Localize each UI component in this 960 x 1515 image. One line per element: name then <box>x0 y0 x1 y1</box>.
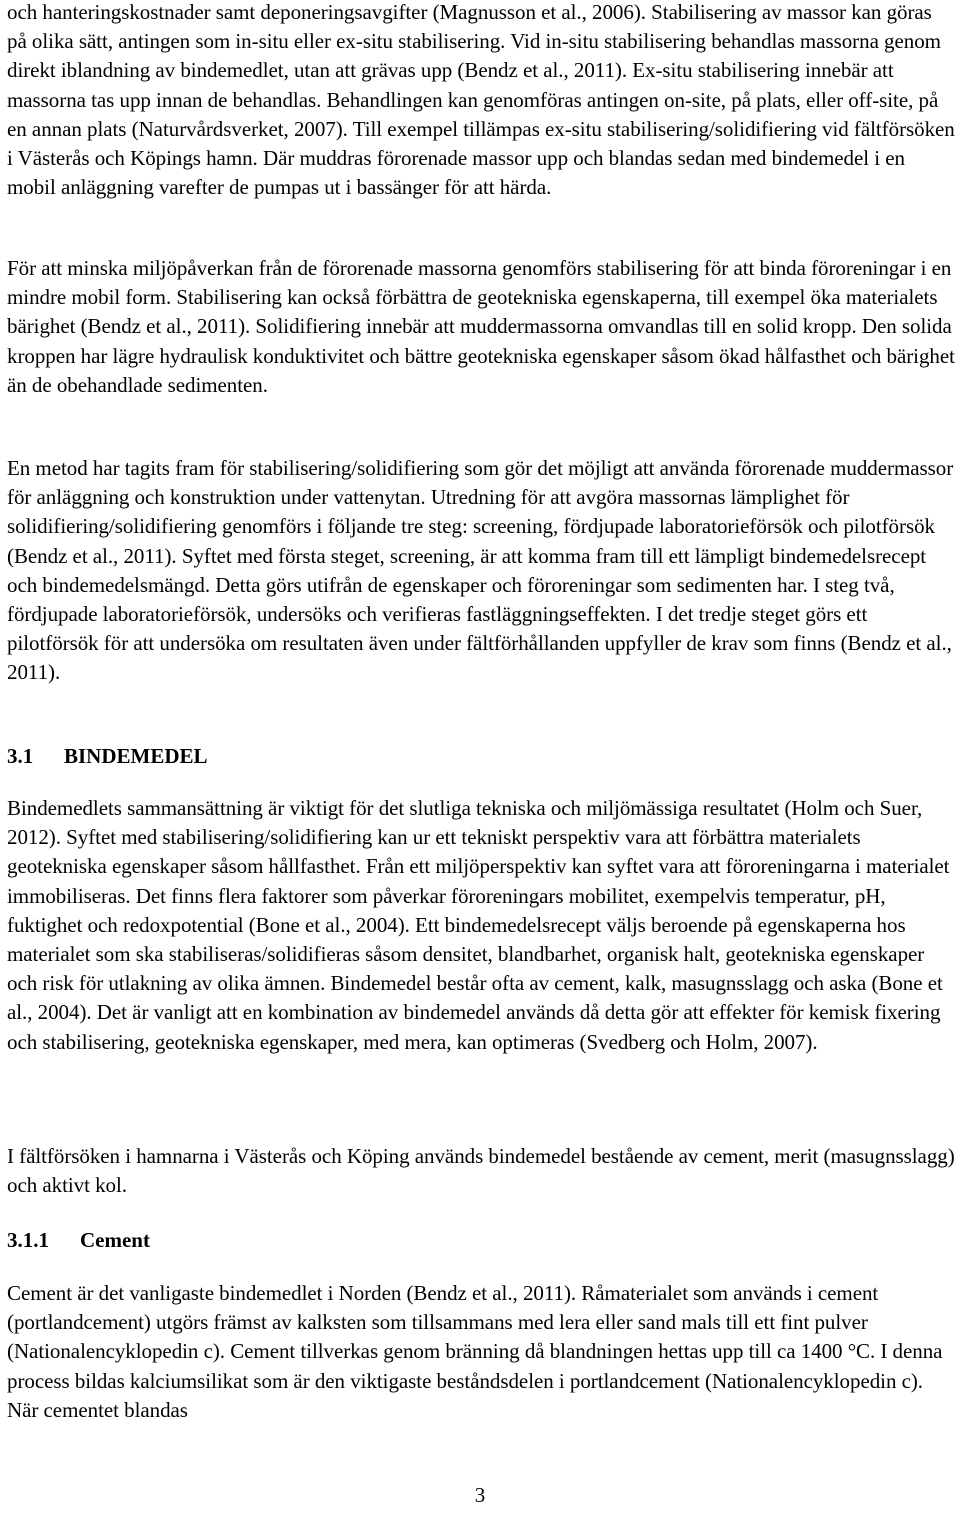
section-number: 3.1 <box>7 744 34 768</box>
subsection-title: Cement <box>80 1228 150 1252</box>
paragraph-metod: En metod har tagits fram för stabilisering/solidifiering som gör det möjligt att använda förorenade muddermassor för anläggning och konstruktion under vattenytan. Utredning för att avgöra massornas lämplighet för solidifiering/solidifiering genomförs i följande tre steg: screening, fördjupade laboratorieförsök och pilotförsök (Bendz et al., 2011). Syftet med första steget, screening, är att komma fram till ett lämpligt bindemedelsrecept och bindemedelsmängd. Detta görs utifrån de egenskaper och föroreningar som sedimenten har. I steg två, fördjupade laboratorieförsök, undersöks och verifieras fastläggningseffekten. I det tredje steget görs ett pilotförsök för att undersöka om resultaten även under fältförhållanden uppfyller de krav som finns (Bendz et al., 2011). <box>7 456 954 685</box>
section-title: BINDEMEDEL <box>64 744 208 768</box>
page-number: 3 <box>474 1483 486 1507</box>
section-heading-bindemedel <box>7 742 208 771</box>
paragraph-faltforsoken: I fältförsöken i hamnarna i Västerås och Köping används bindemedel bestående av cement, merit (masugnsslagg) och aktivt kol. <box>7 1144 955 1198</box>
paragraph-cement: Cement är det vanligaste bindemedlet i Norden (Bendz et al., 2011). Råmaterialet som används i cement (portlandcement) utgörs främst av kalksten som tillsammans med lera eller sand mals till ett fint pulver (Nationalencyklopedin c). Cement tillverkas genom bränning då blandningen hettas upp till ca 1400 °C. I denna process bildas kalciumsilikat som är den viktigaste beståndsdelen i portlandcement (Nationalencyklopedin c). När cementet blandas <box>7 1281 943 1422</box>
paragraph-miljopaverkan: För att minska miljöpåverkan från de förorenade massorna genomförs stabilisering för att binda föroreningar i en mindre mobil form. Stabilisering kan också förbättra de geotekniska egenskaperna, till exempel öka materialets bärighet (Bendz et al., 2011). Solidifiering innebär att muddermassorna omvandlas till en solid kropp. Den solida kroppen har lägre hydraulisk konduktivitet och bättre geotekniska egenskaper såsom ökad hålfasthet och bärighet än de obehandlade sedimenten. <box>7 256 955 397</box>
subsection-number: 3.1.1 <box>7 1228 49 1252</box>
paragraph-bindemedlets-sammansattning: Bindemedlets sammansättning är viktigt för det slutliga tekniska och miljömässiga resultatet (Holm och Suer, 2012). Syftet med stabilisering/solidifiering kan ur ett tekniskt perspektiv vara att förbättra materialets geotekniska egenskaper såsom hållfasthet. Från ett miljöperspektiv kan syftet vara att föroreningarna i materialet immobiliseras. Det finns flera faktorer som påverkar föroreningars mobilitet, exempelvis temperatur, pH, fuktighet och redoxpotential (Bone et al., 2004). Ett bindemedelsrecept väljs beroende på egenskaperna hos materialet som ska stabiliseras/solidifieras såsom densitet, blandbarhet, organisk halt, geotekniska egenskaper och risk för utlakning av olika ämnen. Bindemedel består ofta av cement, kalk, masugnsslagg och aska (Bone et al., 2004). Det är vanligt att en kombination av bindemedel används då detta gör att effekter för kemisk fixering och stabilisering, geotekniska egenskaper, med mera, kan optimeras (Svedberg och Holm, 2007). <box>7 796 950 1054</box>
paragraph-stabilisering-intro: och hanteringskostnader samt deponeringsavgifter (Magnusson et al., 2006). Stabilisering av massor kan göras på olika sätt, antingen som in-situ eller ex-situ stabilisering. Vid in-situ stabilisering behandlas massorna genom direkt iblandning av bindemedlet, utan att grävas upp (Bendz et al., 2011). Ex-situ stabilisering innebär att massorna tas upp innan de behandlas. Behandlingen kan genomföras antingen on-site, på plats, eller off-site, på en annan plats (Naturvårdsverket, 2007). Till exempel tillämpas ex-situ stabilisering/solidifiering vid fältförsöken i Västerås och Köpings hamn. Där muddras förorenade massor upp och blandas sedan med bindemedel i en mobil anläggning varefter de pumpas ut i bassänger för att härda. <box>7 0 955 200</box>
subsection-heading-cement <box>7 1226 150 1255</box>
